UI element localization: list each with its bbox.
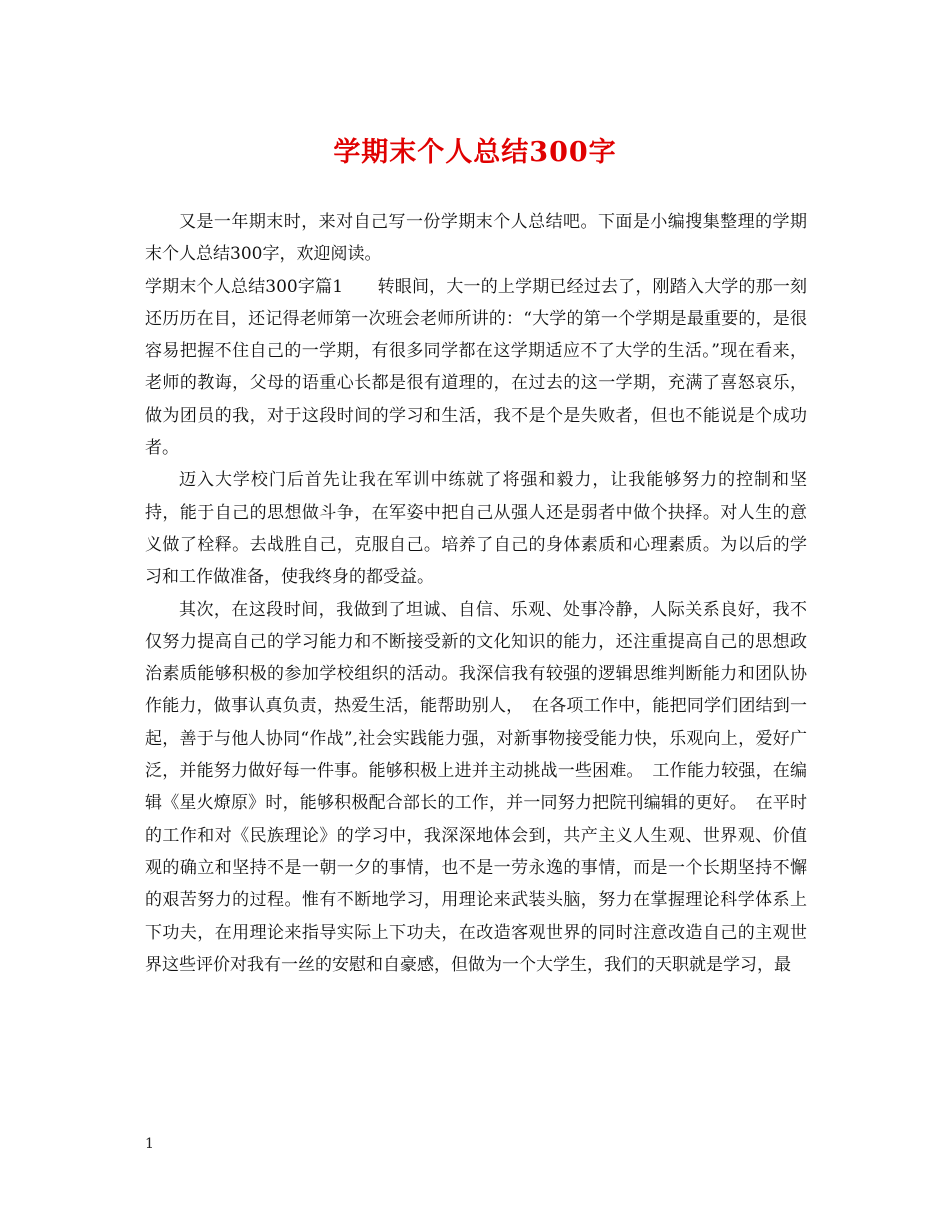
article-paragraph-3: 其次，在这段时间，我做到了坦诚、自信、乐观、处事冷静，人际关系良好，我不仅努力提高自己的学习能力和不断接受新的文化知识的能力，还注重提高自己的思想政治素质能够积极的参加学校组织的活动。我深信我有较强的逻辑思维判断能力和团队协作能力，做事认真负责，热爱生活，能帮助别人， 在各项工作中，能把同学们团结到一起，善于与他人协同“作战”,社会实践能力强，对新事物接受能力快，乐观向上，爱好广泛，并能努力做好每一件事。能够积极上进并主动挑战一些困难。 工作能力较强，在编辑《星火燎原》时，能够积极配合部长的工作，并一同努力把院刊编辑的更好。 在平时的工作和对《民族理论》的学习中，我深深地体会到，共产主义人生观、世界观、价值观的确立和坚持不是一朝一夕的事情，也不是一劳永逸的事情，而是一个长期坚持不懈的艰苦努力的过程。惟有不断地学习，用理论来武装头脑，努力在掌握理论科学体系上下功夫，在用理论来指导实际上下功夫，在改造客观世界的同时注意改造自己的主观世界这些评价对我有一丝的安慰和自豪感，但做为一个大学生，我们的天职就是学习，最 (145, 599, 807, 975)
article-paragraph-2: 迈入大学校门后首先让我在军训中练就了将强和毅力，让我能够努力的控制和坚持，能于自己的思想做斗争，在军姿中把自己从强人还是弱者中做个抉择。对人生的意义做了栓释。去战胜自己，克服自己。培养了自己的身体素质和心理素质。为以后的学习和工作做准备，使我终身的都受益。 (145, 470, 807, 588)
intro-paragraph: 又是一年期末时，来对自己写一份学期末个人总结吧。下面是小编搜集整理的学期末个人总结300字，欢迎阅读。 (145, 212, 807, 265)
article-paragraph-1: 学期末个人总结300字篇1 转眼间，大一的上学期已经过去了，刚踏入大学的那一刻还历历在目，还记得老师第一次班会老师所讲的：“大学的第一个学期是最重要的，是很容易把握不住自己的一学期，有很多同学都在这学期适应不了大学的生活。”现在看来，老师的教诲，父母的语重心长都是很有道理的，在过去的这一学期，充满了喜怒哀乐，做为团员的我，对于这段时间的学习和生活，我不是个是失败者，但也不能说是个成功者。 (145, 276, 807, 459)
document-title: 学期末个人总结300字 (333, 137, 617, 168)
document-body (145, 206, 807, 981)
page-number: 1 (145, 1136, 154, 1152)
